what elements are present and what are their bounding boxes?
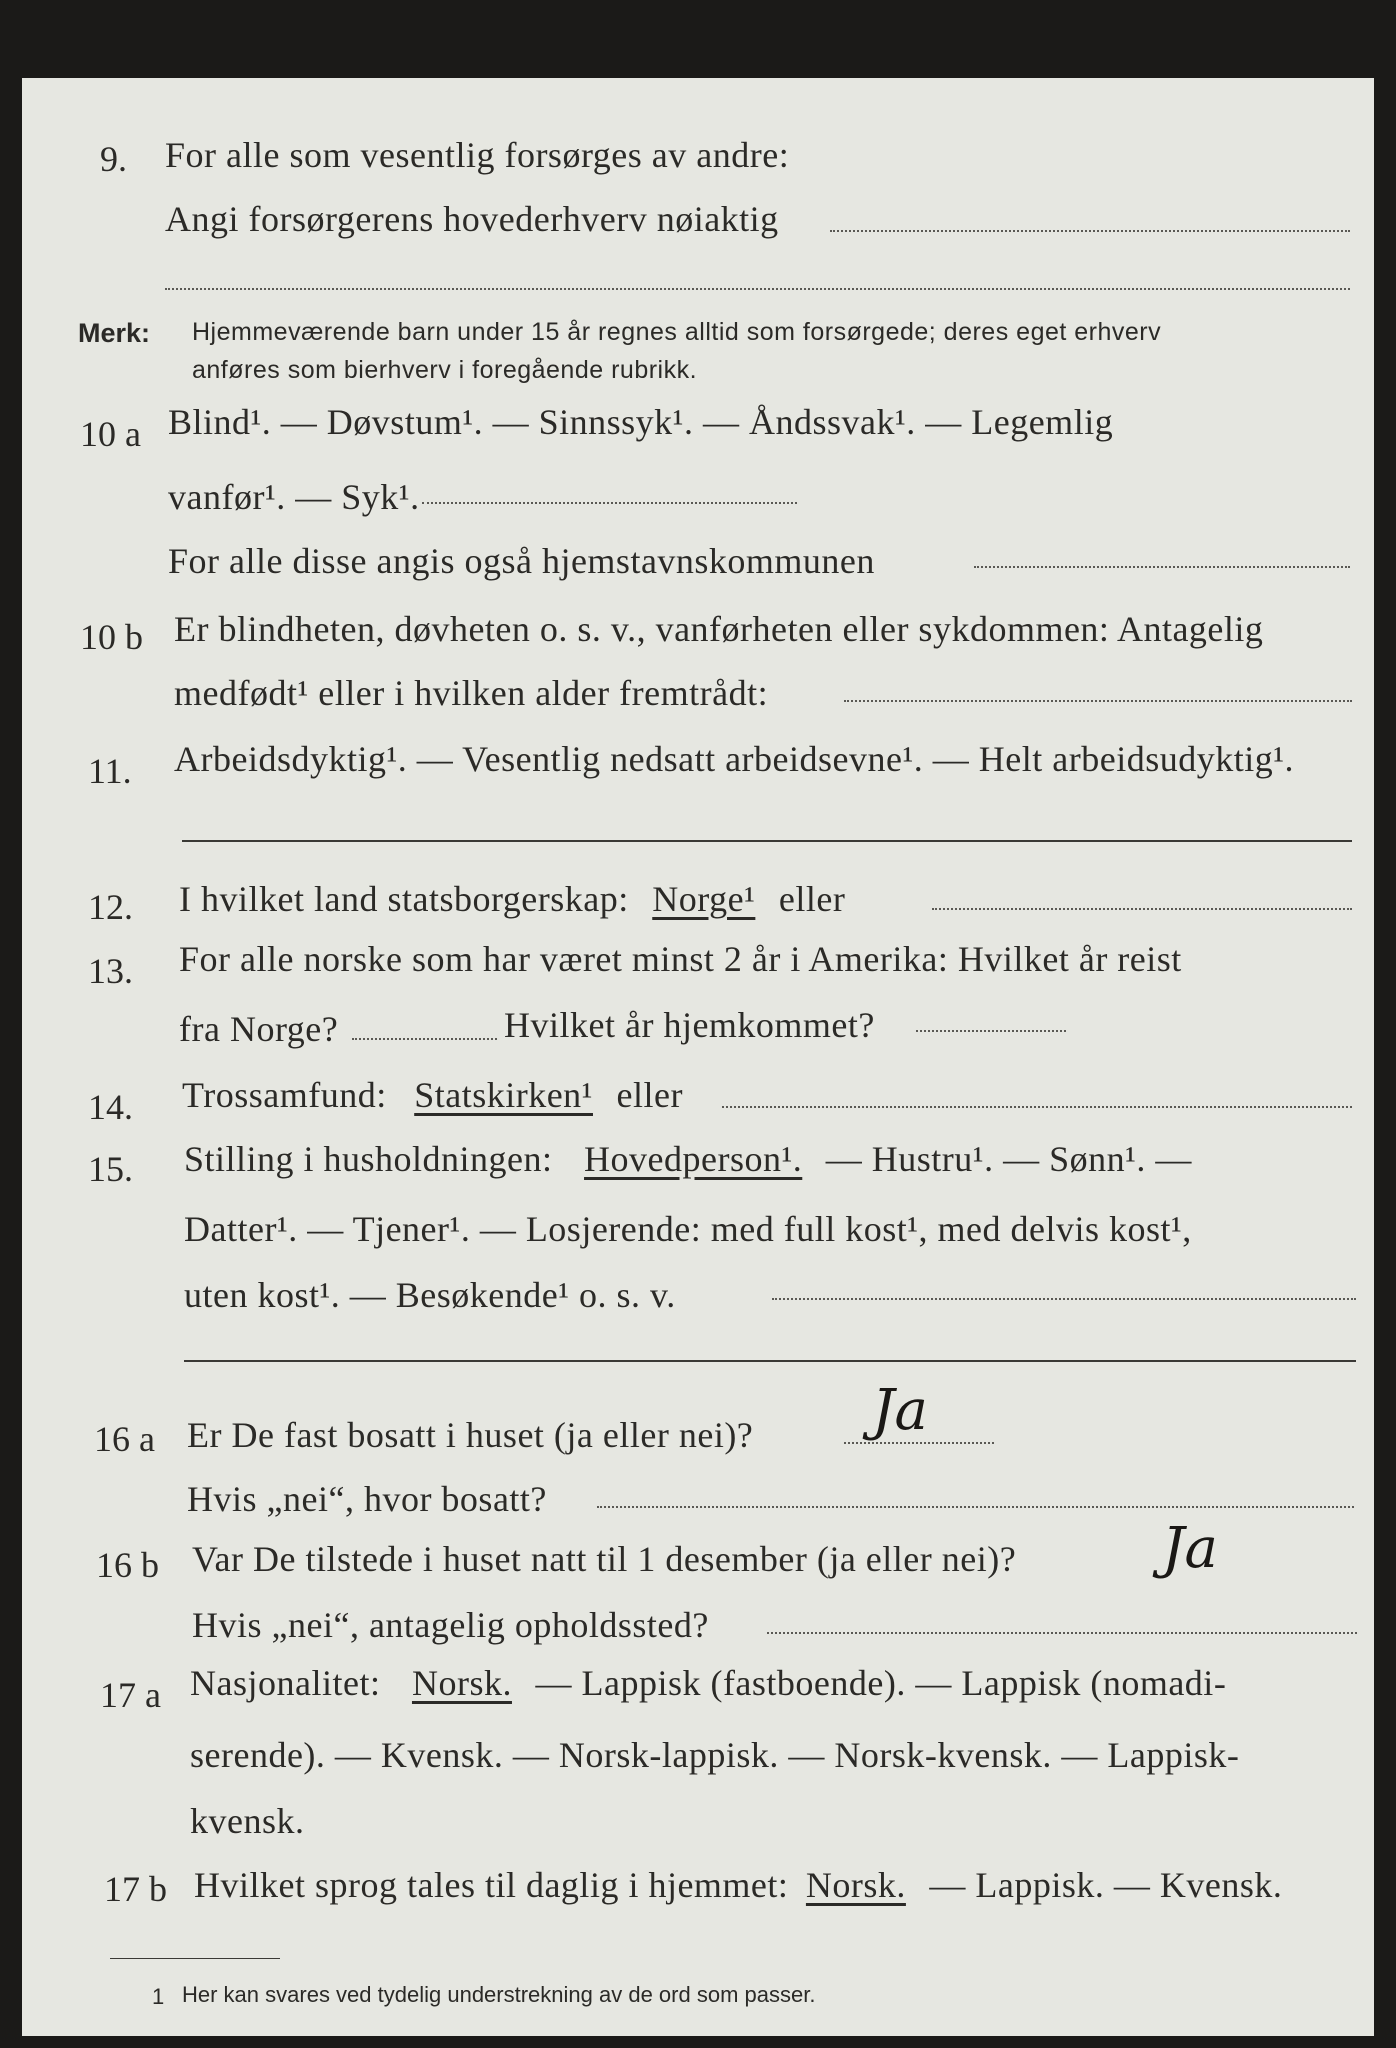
q9-provider-label: Angi forsørgerens hovederhverv nøiaktig	[165, 199, 779, 239]
footnote-text: Her kan svares ved tydelig understrekning av de ord som passer.	[182, 1982, 816, 2007]
q12-answer-line[interactable]	[932, 908, 1352, 910]
q13-question: For alle norske som har været minst 2 år i Amerika: Hvilket år reist	[179, 939, 1182, 979]
q17b-answer-underlined[interactable]: Norsk.	[805, 1865, 906, 1905]
q10b-number: 10 b	[80, 617, 143, 657]
q10b-question: Er blindheten, døvheten o. s. v., vanførheten eller sykdommen: Antagelig	[174, 609, 1264, 649]
q16a-handwritten-answer[interactable]: Ja	[872, 1378, 928, 1443]
q9-question: For alle som vesentlig forsørges av andre:	[165, 135, 790, 175]
q17b-prefix: Hvilket sprog tales til daglig i hjemmet:	[194, 1865, 789, 1905]
footnote-mark: 1	[152, 1984, 165, 2009]
q9-number: 9.	[100, 139, 127, 179]
q17b-number: 17 b	[104, 1869, 167, 1909]
q13-emigrated-label: fra Norge?	[179, 1009, 339, 1049]
census-form-page	[22, 78, 1374, 2036]
q17a-options-line3: kvensk.	[190, 1801, 305, 1841]
q12-prefix: I hvilket land statsborgerskap:	[179, 879, 629, 919]
q14-suffix: eller	[616, 1075, 683, 1115]
q14-number: 14.	[88, 1087, 133, 1127]
q15-answer-line-2[interactable]	[184, 1360, 1356, 1362]
q13-returned-label: Hvilket år hjemkommet?	[504, 1005, 875, 1045]
q14-prefix: Trossamfund:	[182, 1075, 387, 1115]
q11-answer-line[interactable]	[182, 840, 1352, 842]
q12-suffix: eller	[778, 879, 846, 919]
q9-provider-answer-line-2[interactable]	[165, 288, 1350, 290]
q16a-number: 16 a	[94, 1419, 155, 1459]
q13-returned-answer-line[interactable]	[916, 1030, 1066, 1032]
q15-answer-underlined[interactable]: Hovedperson¹.	[584, 1139, 803, 1179]
merk-note-line1: Hjemmeværende barn under 15 år regnes alltid som forsørgede; deres eget erhverv	[192, 318, 1162, 346]
q11-number: 11.	[88, 751, 132, 791]
q17a-options-rest: — Lappisk (fastboende). — Lappisk (nomadi-	[535, 1663, 1227, 1703]
merk-note-line2: anføres som bierhverv i foregående rubrikk.	[192, 356, 698, 384]
merk-label: Merk:	[78, 318, 151, 348]
q16a-question: Er De fast bosatt i huset (ja eller nei)?	[187, 1415, 754, 1455]
q14-question	[182, 1074, 683, 1116]
q17b-options-rest: — Lappisk. — Kvensk.	[929, 1865, 1283, 1905]
q13-number: 13.	[88, 951, 133, 991]
q12-answer-underlined[interactable]: Norge¹	[652, 879, 756, 919]
q17a-question	[190, 1662, 1226, 1704]
q15-answer-line[interactable]	[772, 1298, 1356, 1300]
q16a-where-label: Hvis „nei“, hvor bosatt?	[187, 1479, 547, 1519]
q10a-options-cont: vanfør¹. — Syk¹.	[168, 477, 420, 517]
q14-answer-underlined[interactable]: Statskirken¹	[414, 1075, 593, 1115]
q11-options: Arbeidsdyktig¹. — Vesentlig nedsatt arbeidsevne¹. — Helt arbeidsudyktig¹.	[174, 739, 1295, 779]
q10a-number: 10 a	[80, 414, 141, 454]
q16b-handwritten-answer[interactable]: Ja	[1162, 1516, 1218, 1581]
q16b-number: 16 b	[96, 1545, 159, 1585]
q10a-hometown-label: For alle disse angis også hjemstavnskommunen	[168, 541, 875, 581]
q17a-options-line2: serende). — Kvensk. — Norsk-lappisk. — Norsk-kvensk. — Lappisk-	[190, 1735, 1240, 1775]
q13-emigrated-answer-line[interactable]	[352, 1038, 497, 1040]
q15-question	[184, 1138, 1192, 1180]
q15-options-rest: — Hustru¹. — Sønn¹. —	[825, 1139, 1192, 1179]
q17b-question	[194, 1864, 1282, 1906]
footnote-rule	[110, 1958, 280, 1959]
q16a-where-answer-line[interactable]	[597, 1506, 1354, 1508]
q17a-answer-underlined[interactable]: Norsk.	[411, 1663, 512, 1703]
q10b-question-cont: medfødt¹ eller i hvilken alder fremtrådt:	[174, 673, 769, 713]
q10a-hometown-answer-line[interactable]	[974, 566, 1350, 568]
q15-prefix: Stilling i husholdningen:	[184, 1139, 553, 1179]
q10a-options: Blind¹. — Døvstum¹. — Sinnssyk¹. — Åndssvak¹. — Legemlig	[168, 402, 1114, 442]
q16b-whereabouts-label: Hvis „nei“, antagelig opholdssted?	[192, 1605, 709, 1645]
q16b-question: Var De tilstede i huset natt til 1 desember (ja eller nei)?	[192, 1539, 1017, 1579]
q10b-answer-line[interactable]	[844, 700, 1352, 702]
q14-answer-line[interactable]	[722, 1106, 1352, 1108]
q12-question	[179, 878, 845, 920]
q16b-whereabouts-answer-line[interactable]	[767, 1632, 1357, 1634]
q10a-answer-line[interactable]	[422, 502, 797, 504]
q15-number: 15.	[88, 1149, 133, 1189]
q15-options-line3: uten kost¹. — Besøkende¹ o. s. v.	[184, 1275, 676, 1315]
q12-number: 12.	[88, 887, 133, 927]
q17a-number: 17 a	[100, 1675, 161, 1715]
q9-provider-answer-line[interactable]	[830, 230, 1350, 232]
q15-options-line2: Datter¹. — Tjener¹. — Losjerende: med full kost¹, med delvis kost¹,	[184, 1209, 1192, 1249]
q17a-prefix: Nasjonalitet:	[190, 1663, 381, 1703]
